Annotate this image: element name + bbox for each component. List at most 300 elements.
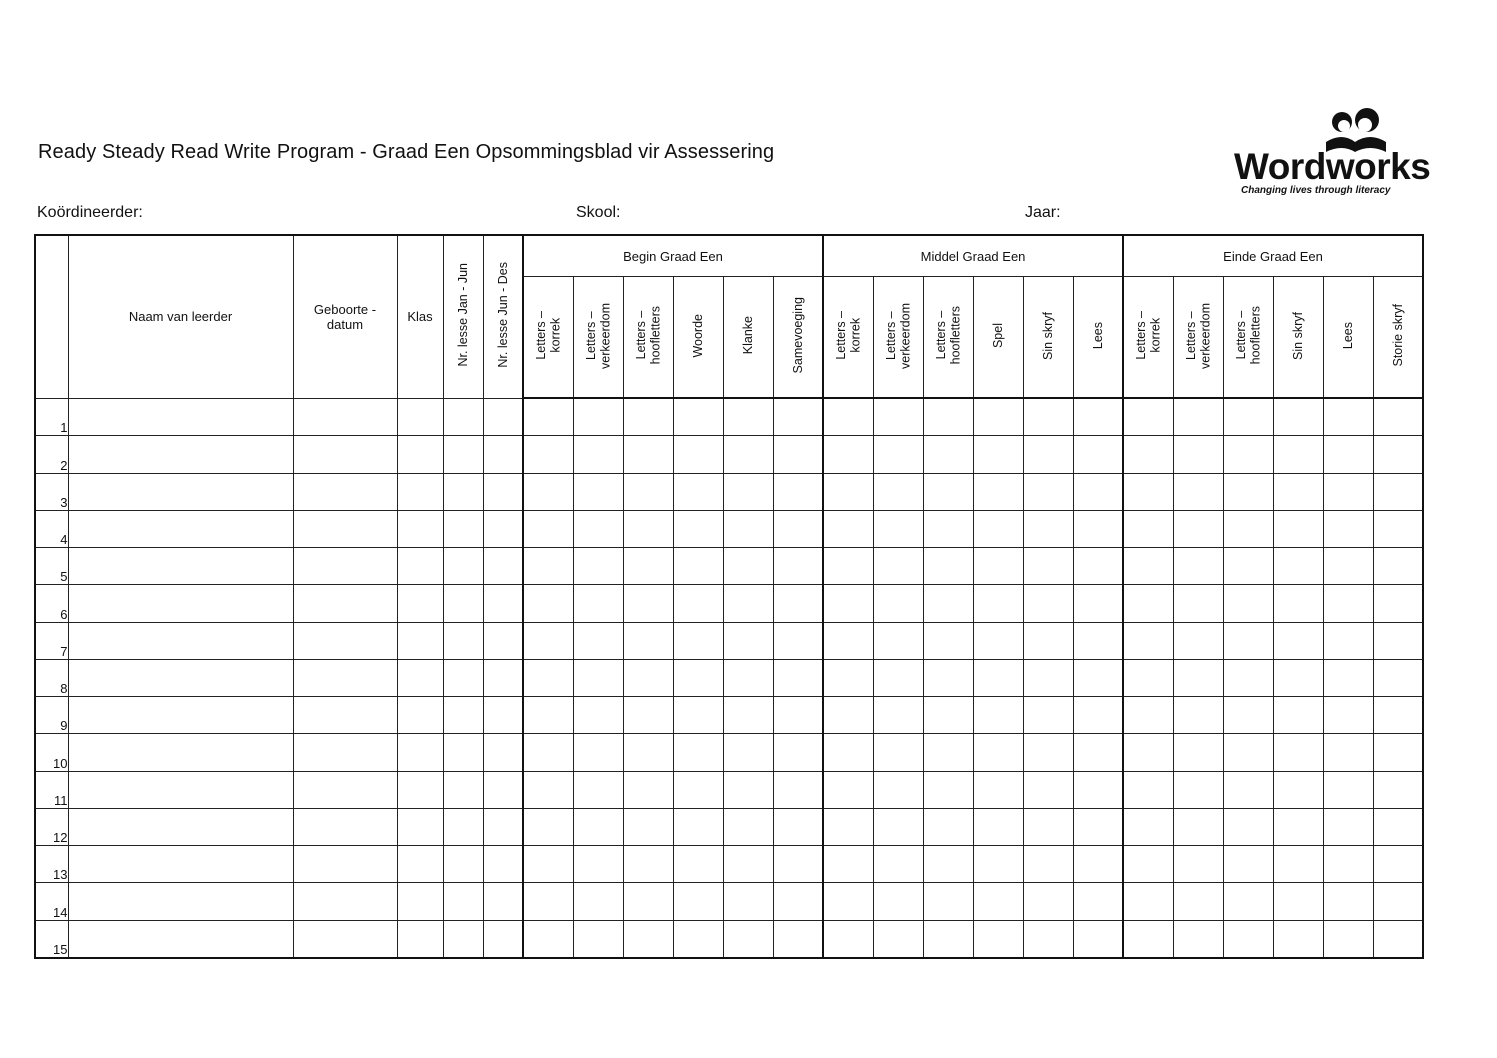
entry-cell[interactable]: [1123, 734, 1173, 771]
entry-cell[interactable]: [923, 436, 973, 473]
entry-cell[interactable]: [973, 734, 1023, 771]
entry-cell[interactable]: [773, 622, 823, 659]
entry-cell[interactable]: [973, 697, 1023, 734]
entry-cell[interactable]: [397, 473, 443, 510]
entry-cell[interactable]: [823, 622, 873, 659]
entry-cell[interactable]: [293, 436, 397, 473]
entry-cell[interactable]: [293, 585, 397, 622]
entry-cell[interactable]: [523, 808, 573, 845]
entry-cell[interactable]: [1123, 510, 1173, 547]
entry-cell[interactable]: [1123, 548, 1173, 585]
entry-cell[interactable]: [1073, 697, 1123, 734]
entry-cell[interactable]: [723, 771, 773, 808]
entry-cell[interactable]: [773, 473, 823, 510]
entry-cell[interactable]: [523, 473, 573, 510]
entry-cell[interactable]: [483, 548, 523, 585]
entry-cell[interactable]: [973, 585, 1023, 622]
entry-cell[interactable]: [1123, 436, 1173, 473]
entry-cell[interactable]: [1023, 436, 1073, 473]
entry-cell[interactable]: [1323, 771, 1373, 808]
entry-cell[interactable]: [1223, 473, 1273, 510]
entry-cell[interactable]: [923, 510, 973, 547]
entry-cell[interactable]: [623, 510, 673, 547]
entry-cell[interactable]: [397, 585, 443, 622]
entry-cell[interactable]: [1123, 920, 1173, 958]
entry-cell[interactable]: [1173, 510, 1223, 547]
entry-cell[interactable]: [573, 548, 623, 585]
entry-cell[interactable]: [1373, 585, 1423, 622]
entry-cell[interactable]: [443, 398, 483, 436]
entry-cell[interactable]: [623, 846, 673, 883]
entry-cell[interactable]: [397, 734, 443, 771]
entry-cell[interactable]: [673, 436, 723, 473]
entry-cell[interactable]: [397, 920, 443, 958]
entry-cell[interactable]: [1123, 585, 1173, 622]
entry-cell[interactable]: [673, 473, 723, 510]
entry-cell[interactable]: [523, 659, 573, 696]
entry-cell[interactable]: [523, 734, 573, 771]
entry-cell[interactable]: [773, 585, 823, 622]
entry-cell[interactable]: [923, 920, 973, 958]
entry-cell[interactable]: [1273, 622, 1323, 659]
entry-cell[interactable]: [293, 548, 397, 585]
entry-cell[interactable]: [483, 622, 523, 659]
entry-cell[interactable]: [923, 659, 973, 696]
entry-cell[interactable]: [973, 920, 1023, 958]
entry-cell[interactable]: [973, 398, 1023, 436]
entry-cell[interactable]: [1173, 548, 1223, 585]
entry-cell[interactable]: [1273, 548, 1323, 585]
entry-cell[interactable]: [823, 920, 873, 958]
entry-cell[interactable]: [723, 510, 773, 547]
entry-cell[interactable]: [673, 846, 723, 883]
entry-cell[interactable]: [443, 548, 483, 585]
entry-cell[interactable]: [1023, 846, 1073, 883]
entry-cell[interactable]: [1273, 473, 1323, 510]
entry-cell[interactable]: [483, 808, 523, 845]
entry-cell[interactable]: [1173, 808, 1223, 845]
entry-cell[interactable]: [623, 548, 673, 585]
entry-cell[interactable]: [1373, 473, 1423, 510]
entry-cell[interactable]: [1023, 734, 1073, 771]
entry-cell[interactable]: [523, 622, 573, 659]
entry-cell[interactable]: [293, 473, 397, 510]
entry-cell[interactable]: [1373, 920, 1423, 958]
entry-cell[interactable]: [1023, 659, 1073, 696]
entry-cell[interactable]: [673, 697, 723, 734]
entry-cell[interactable]: [1373, 548, 1423, 585]
entry-cell[interactable]: [1223, 697, 1273, 734]
entry-cell[interactable]: [723, 436, 773, 473]
entry-cell[interactable]: [483, 585, 523, 622]
entry-cell[interactable]: [443, 622, 483, 659]
entry-cell[interactable]: [973, 846, 1023, 883]
entry-cell[interactable]: [1223, 548, 1273, 585]
entry-cell[interactable]: [973, 510, 1023, 547]
entry-cell[interactable]: [1123, 808, 1173, 845]
entry-cell[interactable]: [823, 697, 873, 734]
entry-cell[interactable]: [723, 734, 773, 771]
entry-cell[interactable]: [873, 659, 923, 696]
entry-cell[interactable]: [573, 622, 623, 659]
entry-cell[interactable]: [1073, 510, 1123, 547]
entry-cell[interactable]: [723, 622, 773, 659]
entry-cell[interactable]: [923, 473, 973, 510]
entry-cell[interactable]: [397, 846, 443, 883]
entry-cell[interactable]: [1223, 510, 1273, 547]
entry-cell[interactable]: [723, 846, 773, 883]
entry-cell[interactable]: [68, 622, 293, 659]
entry-cell[interactable]: [1273, 734, 1323, 771]
entry-cell[interactable]: [293, 883, 397, 920]
entry-cell[interactable]: [923, 697, 973, 734]
entry-cell[interactable]: [973, 659, 1023, 696]
entry-cell[interactable]: [623, 734, 673, 771]
entry-cell[interactable]: [1223, 398, 1273, 436]
entry-cell[interactable]: [397, 510, 443, 547]
entry-cell[interactable]: [68, 659, 293, 696]
entry-cell[interactable]: [1123, 883, 1173, 920]
entry-cell[interactable]: [923, 585, 973, 622]
entry-cell[interactable]: [773, 697, 823, 734]
entry-cell[interactable]: [523, 697, 573, 734]
entry-cell[interactable]: [923, 548, 973, 585]
entry-cell[interactable]: [397, 398, 443, 436]
entry-cell[interactable]: [523, 548, 573, 585]
entry-cell[interactable]: [1373, 771, 1423, 808]
entry-cell[interactable]: [443, 920, 483, 958]
entry-cell[interactable]: [1273, 697, 1323, 734]
entry-cell[interactable]: [1273, 883, 1323, 920]
entry-cell[interactable]: [1173, 920, 1223, 958]
entry-cell[interactable]: [623, 436, 673, 473]
entry-cell[interactable]: [873, 585, 923, 622]
entry-cell[interactable]: [1323, 436, 1373, 473]
entry-cell[interactable]: [1073, 771, 1123, 808]
entry-cell[interactable]: [1323, 883, 1373, 920]
entry-cell[interactable]: [1373, 659, 1423, 696]
entry-cell[interactable]: [623, 585, 673, 622]
entry-cell[interactable]: [397, 771, 443, 808]
entry-cell[interactable]: [1273, 920, 1323, 958]
entry-cell[interactable]: [723, 548, 773, 585]
entry-cell[interactable]: [1223, 846, 1273, 883]
entry-cell[interactable]: [68, 473, 293, 510]
entry-cell[interactable]: [68, 548, 293, 585]
entry-cell[interactable]: [397, 622, 443, 659]
entry-cell[interactable]: [1223, 771, 1273, 808]
entry-cell[interactable]: [573, 398, 623, 436]
entry-cell[interactable]: [723, 659, 773, 696]
entry-cell[interactable]: [1273, 846, 1323, 883]
entry-cell[interactable]: [1373, 510, 1423, 547]
entry-cell[interactable]: [823, 510, 873, 547]
entry-cell[interactable]: [1023, 548, 1073, 585]
entry-cell[interactable]: [1323, 734, 1373, 771]
entry-cell[interactable]: [873, 734, 923, 771]
entry-cell[interactable]: [293, 771, 397, 808]
entry-cell[interactable]: [397, 436, 443, 473]
entry-cell[interactable]: [483, 398, 523, 436]
entry-cell[interactable]: [483, 771, 523, 808]
entry-cell[interactable]: [1273, 436, 1323, 473]
entry-cell[interactable]: [1323, 622, 1373, 659]
entry-cell[interactable]: [773, 771, 823, 808]
entry-cell[interactable]: [873, 697, 923, 734]
entry-cell[interactable]: [483, 734, 523, 771]
entry-cell[interactable]: [293, 734, 397, 771]
entry-cell[interactable]: [483, 846, 523, 883]
entry-cell[interactable]: [723, 473, 773, 510]
entry-cell[interactable]: [523, 883, 573, 920]
entry-cell[interactable]: [1173, 622, 1223, 659]
entry-cell[interactable]: [573, 771, 623, 808]
entry-cell[interactable]: [1273, 398, 1323, 436]
entry-cell[interactable]: [973, 771, 1023, 808]
entry-cell[interactable]: [483, 510, 523, 547]
entry-cell[interactable]: [1123, 771, 1173, 808]
entry-cell[interactable]: [873, 808, 923, 845]
entry-cell[interactable]: [873, 473, 923, 510]
entry-cell[interactable]: [923, 734, 973, 771]
entry-cell[interactable]: [923, 883, 973, 920]
entry-cell[interactable]: [623, 771, 673, 808]
entry-cell[interactable]: [443, 436, 483, 473]
entry-cell[interactable]: [573, 808, 623, 845]
entry-cell[interactable]: [1273, 585, 1323, 622]
entry-cell[interactable]: [673, 548, 723, 585]
entry-cell[interactable]: [873, 398, 923, 436]
entry-cell[interactable]: [397, 808, 443, 845]
entry-cell[interactable]: [1073, 808, 1123, 845]
entry-cell[interactable]: [68, 771, 293, 808]
entry-cell[interactable]: [973, 473, 1023, 510]
entry-cell[interactable]: [823, 398, 873, 436]
entry-cell[interactable]: [483, 659, 523, 696]
entry-cell[interactable]: [773, 398, 823, 436]
entry-cell[interactable]: [1173, 436, 1223, 473]
entry-cell[interactable]: [443, 510, 483, 547]
entry-cell[interactable]: [1273, 808, 1323, 845]
entry-cell[interactable]: [1023, 697, 1073, 734]
entry-cell[interactable]: [523, 846, 573, 883]
entry-cell[interactable]: [293, 398, 397, 436]
entry-cell[interactable]: [773, 808, 823, 845]
entry-cell[interactable]: [723, 883, 773, 920]
entry-cell[interactable]: [1373, 808, 1423, 845]
entry-cell[interactable]: [573, 920, 623, 958]
entry-cell[interactable]: [1223, 920, 1273, 958]
entry-cell[interactable]: [1023, 771, 1073, 808]
entry-cell[interactable]: [973, 622, 1023, 659]
entry-cell[interactable]: [623, 697, 673, 734]
entry-cell[interactable]: [1173, 771, 1223, 808]
entry-cell[interactable]: [1023, 622, 1073, 659]
entry-cell[interactable]: [773, 734, 823, 771]
entry-cell[interactable]: [1073, 585, 1123, 622]
entry-cell[interactable]: [623, 883, 673, 920]
entry-cell[interactable]: [773, 548, 823, 585]
entry-cell[interactable]: [573, 436, 623, 473]
entry-cell[interactable]: [443, 697, 483, 734]
entry-cell[interactable]: [1123, 659, 1173, 696]
entry-cell[interactable]: [1073, 846, 1123, 883]
entry-cell[interactable]: [973, 883, 1023, 920]
entry-cell[interactable]: [573, 846, 623, 883]
entry-cell[interactable]: [923, 808, 973, 845]
entry-cell[interactable]: [443, 585, 483, 622]
entry-cell[interactable]: [873, 622, 923, 659]
entry-cell[interactable]: [923, 398, 973, 436]
entry-cell[interactable]: [1123, 398, 1173, 436]
entry-cell[interactable]: [1223, 585, 1273, 622]
entry-cell[interactable]: [1373, 436, 1423, 473]
entry-cell[interactable]: [673, 659, 723, 696]
entry-cell[interactable]: [873, 548, 923, 585]
entry-cell[interactable]: [773, 659, 823, 696]
entry-cell[interactable]: [823, 734, 873, 771]
entry-cell[interactable]: [1273, 771, 1323, 808]
entry-cell[interactable]: [1023, 808, 1073, 845]
entry-cell[interactable]: [673, 920, 723, 958]
entry-cell[interactable]: [1073, 734, 1123, 771]
entry-cell[interactable]: [1073, 398, 1123, 436]
entry-cell[interactable]: [573, 510, 623, 547]
entry-cell[interactable]: [523, 510, 573, 547]
entry-cell[interactable]: [483, 883, 523, 920]
entry-cell[interactable]: [1273, 510, 1323, 547]
entry-cell[interactable]: [723, 697, 773, 734]
entry-cell[interactable]: [673, 510, 723, 547]
entry-cell[interactable]: [773, 883, 823, 920]
entry-cell[interactable]: [1223, 436, 1273, 473]
entry-cell[interactable]: [397, 548, 443, 585]
entry-cell[interactable]: [1273, 659, 1323, 696]
entry-cell[interactable]: [68, 436, 293, 473]
entry-cell[interactable]: [68, 734, 293, 771]
entry-cell[interactable]: [68, 846, 293, 883]
entry-cell[interactable]: [1223, 622, 1273, 659]
entry-cell[interactable]: [823, 436, 873, 473]
entry-cell[interactable]: [1173, 659, 1223, 696]
entry-cell[interactable]: [1223, 734, 1273, 771]
entry-cell[interactable]: [823, 659, 873, 696]
entry-cell[interactable]: [1223, 659, 1273, 696]
entry-cell[interactable]: [68, 398, 293, 436]
entry-cell[interactable]: [1323, 659, 1373, 696]
entry-cell[interactable]: [1173, 398, 1223, 436]
entry-cell[interactable]: [823, 846, 873, 883]
entry-cell[interactable]: [293, 808, 397, 845]
entry-cell[interactable]: [1123, 697, 1173, 734]
entry-cell[interactable]: [573, 659, 623, 696]
entry-cell[interactable]: [293, 510, 397, 547]
entry-cell[interactable]: [1073, 473, 1123, 510]
entry-cell[interactable]: [483, 920, 523, 958]
entry-cell[interactable]: [443, 808, 483, 845]
entry-cell[interactable]: [293, 846, 397, 883]
entry-cell[interactable]: [623, 622, 673, 659]
entry-cell[interactable]: [873, 883, 923, 920]
entry-cell[interactable]: [823, 883, 873, 920]
entry-cell[interactable]: [293, 697, 397, 734]
entry-cell[interactable]: [673, 808, 723, 845]
entry-cell[interactable]: [1023, 585, 1073, 622]
entry-cell[interactable]: [1073, 622, 1123, 659]
entry-cell[interactable]: [293, 659, 397, 696]
entry-cell[interactable]: [483, 436, 523, 473]
entry-cell[interactable]: [773, 510, 823, 547]
entry-cell[interactable]: [443, 771, 483, 808]
entry-cell[interactable]: [1173, 697, 1223, 734]
entry-cell[interactable]: [1373, 697, 1423, 734]
entry-cell[interactable]: [1023, 883, 1073, 920]
entry-cell[interactable]: [873, 436, 923, 473]
entry-cell[interactable]: [68, 808, 293, 845]
entry-cell[interactable]: [1023, 398, 1073, 436]
entry-cell[interactable]: [1323, 920, 1373, 958]
entry-cell[interactable]: [623, 659, 673, 696]
entry-cell[interactable]: [623, 398, 673, 436]
entry-cell[interactable]: [483, 697, 523, 734]
entry-cell[interactable]: [523, 398, 573, 436]
entry-cell[interactable]: [873, 510, 923, 547]
entry-cell[interactable]: [1173, 734, 1223, 771]
entry-cell[interactable]: [673, 883, 723, 920]
entry-cell[interactable]: [523, 585, 573, 622]
entry-cell[interactable]: [68, 585, 293, 622]
entry-cell[interactable]: [623, 808, 673, 845]
entry-cell[interactable]: [923, 771, 973, 808]
entry-cell[interactable]: [823, 585, 873, 622]
entry-cell[interactable]: [573, 697, 623, 734]
entry-cell[interactable]: [1323, 846, 1373, 883]
entry-cell[interactable]: [1023, 510, 1073, 547]
entry-cell[interactable]: [573, 473, 623, 510]
entry-cell[interactable]: [673, 585, 723, 622]
entry-cell[interactable]: [873, 920, 923, 958]
entry-cell[interactable]: [1323, 510, 1373, 547]
entry-cell[interactable]: [573, 585, 623, 622]
entry-cell[interactable]: [1123, 846, 1173, 883]
entry-cell[interactable]: [1323, 398, 1373, 436]
entry-cell[interactable]: [1373, 846, 1423, 883]
entry-cell[interactable]: [443, 473, 483, 510]
entry-cell[interactable]: [1023, 473, 1073, 510]
entry-cell[interactable]: [1323, 548, 1373, 585]
entry-cell[interactable]: [1223, 808, 1273, 845]
entry-cell[interactable]: [773, 920, 823, 958]
entry-cell[interactable]: [1073, 436, 1123, 473]
entry-cell[interactable]: [973, 808, 1023, 845]
entry-cell[interactable]: [397, 883, 443, 920]
entry-cell[interactable]: [873, 846, 923, 883]
entry-cell[interactable]: [523, 436, 573, 473]
entry-cell[interactable]: [443, 846, 483, 883]
entry-cell[interactable]: [923, 846, 973, 883]
entry-cell[interactable]: [1323, 697, 1373, 734]
entry-cell[interactable]: [1073, 920, 1123, 958]
entry-cell[interactable]: [623, 473, 673, 510]
entry-cell[interactable]: [823, 771, 873, 808]
entry-cell[interactable]: [1123, 622, 1173, 659]
entry-cell[interactable]: [483, 473, 523, 510]
entry-cell[interactable]: [823, 548, 873, 585]
entry-cell[interactable]: [293, 920, 397, 958]
entry-cell[interactable]: [68, 697, 293, 734]
entry-cell[interactable]: [443, 883, 483, 920]
entry-cell[interactable]: [673, 734, 723, 771]
